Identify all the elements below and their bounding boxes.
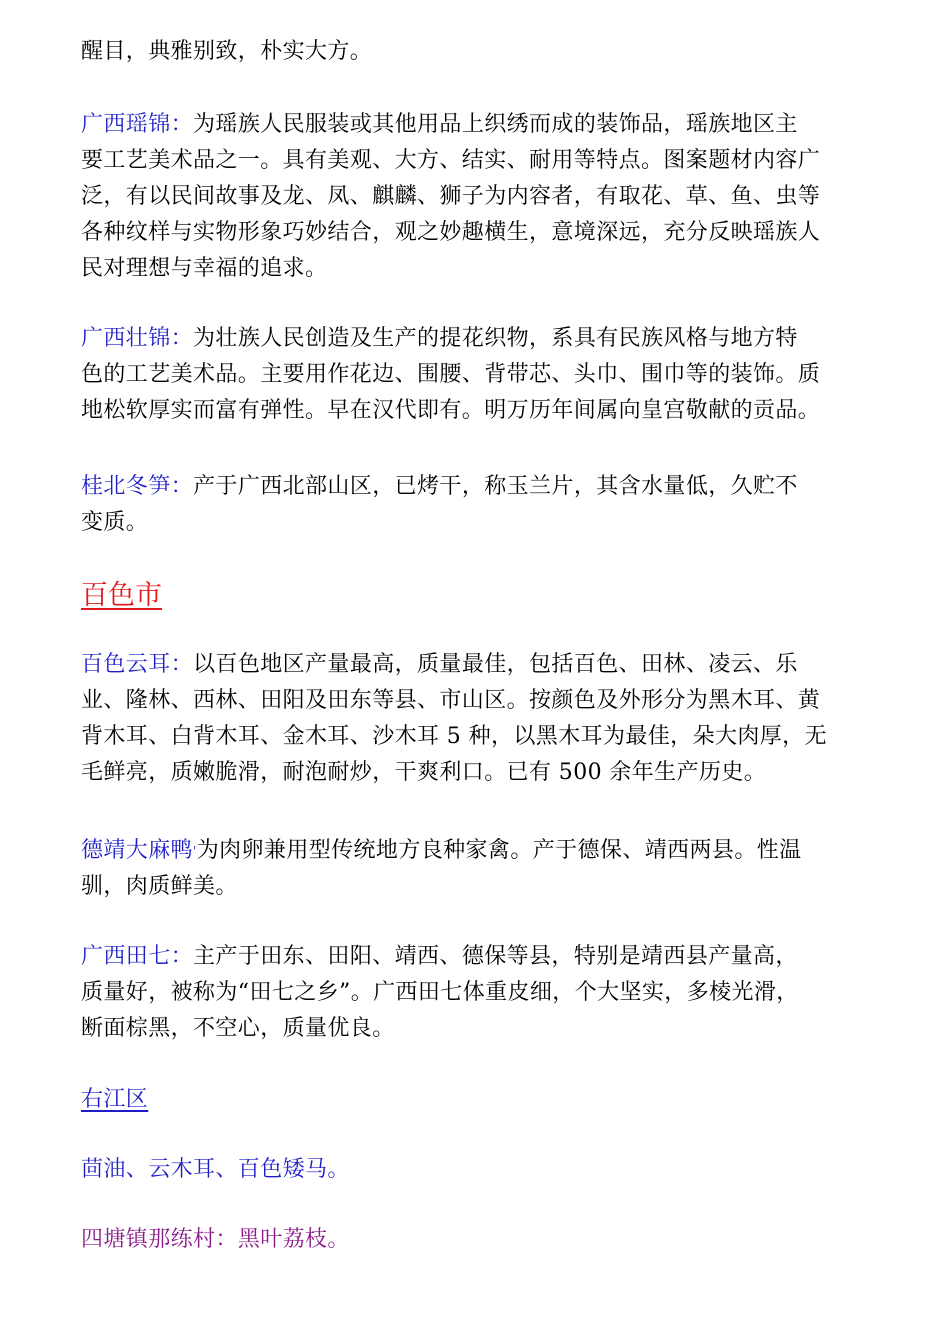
term-label: 广西田七：: [81, 944, 194, 969]
paragraph-winter-bamboo: 桂北冬笋：产于广西北部山区，已烤干，称玉兰片，其含水量低，久贮不: [81, 474, 798, 499]
paragraph-line: 泛，有以民间故事及龙、凤、麒麟、狮子为内容者，有取花、草、鱼、虫等: [81, 184, 821, 209]
products-line: 茴油、云木耳、百色矮马。: [81, 1157, 350, 1182]
term-label: 桂北冬笋：: [81, 474, 194, 499]
paragraph-nalian-village: 四塘镇那练村：黑叶荔枝。: [81, 1227, 350, 1252]
paragraph-line: 变质。: [81, 510, 149, 535]
term-label: 广西壮锦：: [81, 326, 194, 351]
paragraph-tianqi: 广西田七：主产于田东、田阳、靖西、德保等县，特别是靖西县产量高，: [81, 944, 798, 969]
paragraph-line: 质量好，被称为“田七之乡”。广西田七体重皮细，个大坚实，多棱光滑，: [81, 980, 799, 1005]
paragraph-line: 要工艺美术品之一。具有美观、大方、结实、耐用等特点。图案题材内容广: [81, 148, 821, 173]
paragraph-line: 驯，肉质鲜美。: [81, 874, 238, 899]
section-heading-baise[interactable]: 百色市: [81, 580, 162, 611]
term-label: 四塘镇那练村：: [81, 1227, 238, 1252]
term-mark: ': [193, 844, 197, 858]
term-label: 广西瑶锦：: [81, 112, 194, 137]
paragraph-line: 民对理想与幸福的追求。: [81, 256, 328, 281]
paragraph-continuation: 醒目，典雅别致，朴实大方。: [81, 39, 373, 64]
paragraph-line: 业、隆林、西林、田阳及田东等县、市山区。按颜色及外形分为黑木耳、黄: [81, 688, 821, 713]
paragraph-line: 断面棕黑，不空心，质量优良。: [81, 1016, 395, 1041]
term-label: 德靖大麻鸭: [81, 838, 194, 863]
paragraph-zhuang-brocade: 广西壮锦：为壮族人民创造及生产的提花织物，系具有民族风格与地方特: [81, 326, 798, 351]
term-label: 百色云耳：: [81, 652, 194, 677]
subheading-youjiang-district[interactable]: 右江区: [81, 1087, 149, 1112]
paragraph-line: 各种纹样与实物形象巧妙结合，观之妙趣横生，意境深远，充分反映瑶族人: [81, 220, 821, 245]
paragraph-line: 地松软厚实而富有弹性。早在汉代即有。明万历年间属向皇宫敬献的贡品。: [81, 398, 821, 423]
paragraph-line: 色的工艺美术品。主要用作花边、围腰、背带芯、头巾、围巾等的装饰。质: [81, 362, 821, 387]
paragraph-line: 背木耳、白背木耳、金木耳、沙木耳 5 种，以黑木耳为最佳，朵大肉厚，无: [81, 724, 827, 749]
paragraph-baise-fungus: 百色云耳：以百色地区产量最高，质量最佳，包括百色、田林、凌云、乐: [81, 652, 798, 677]
paragraph-yao-brocade: 广西瑶锦：为瑶族人民服装或其他用品上织绣而成的装饰品，瑶族地区主: [81, 112, 798, 137]
paragraph-dejing-duck: 德靖大麻鸭'为肉卵兼用型传统地方良种家禽。产于德保、靖西两县。性温: [81, 838, 802, 863]
paragraph-line: 毛鲜亮，质嫩脆滑，耐泡耐炒，干爽利口。已有 500 余年生产历史。: [81, 760, 767, 785]
